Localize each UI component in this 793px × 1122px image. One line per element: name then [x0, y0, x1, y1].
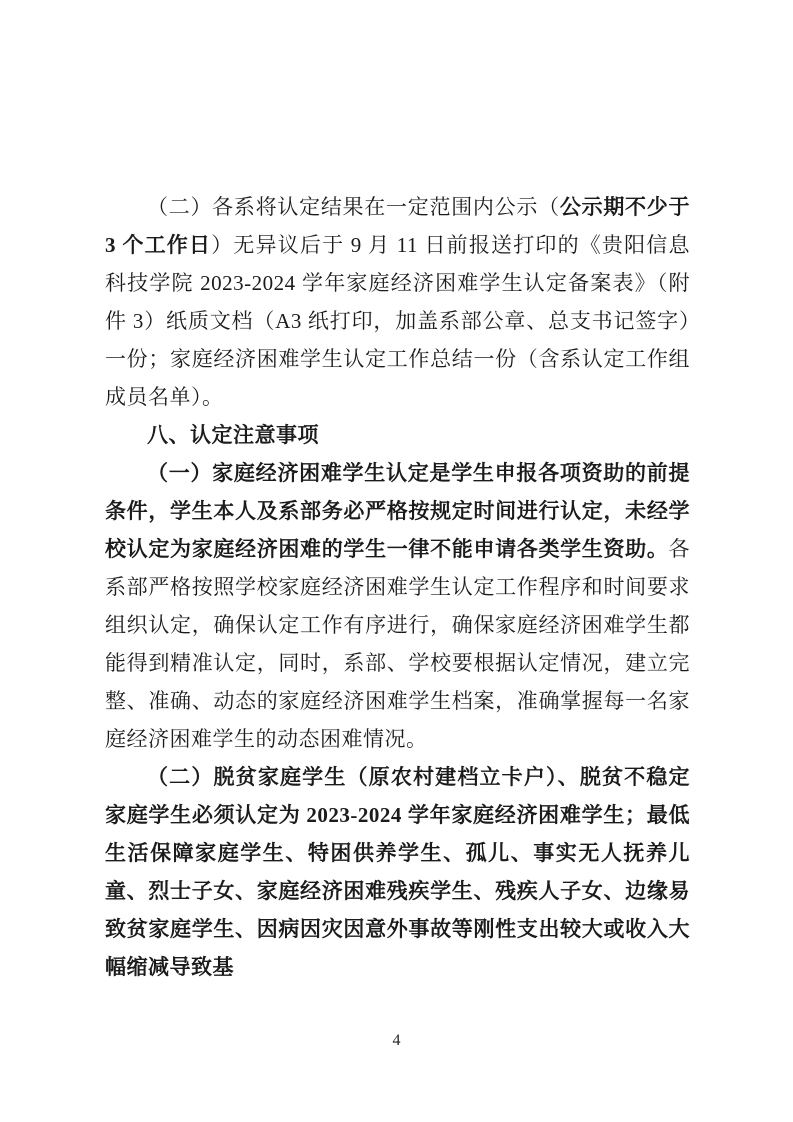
paragraph-note-1-bold-lead: （一）家庭经济困难学生认定是学生申报各项资助的前提条件，学生本人及系部务必严格按规定时间进行认定，未经学校认定为家庭经济困难的学生一律不能申请各类学生资助。: [105, 461, 690, 561]
document-body: [105, 188, 690, 986]
paragraph-note-2-bold-text: （二）脱贫家庭学生（原农村建档立卡户）、脱贫不稳定家庭学生必须认定为 2023-2024 学年家庭经济困难学生；最低生活保障家庭学生、特困供养学生、孤儿、事实无人抚养儿童、烈士子女、家庭经济困难残疾学生、残疾人子女、边缘易致贫家庭学生、因病因灾因意外事故等刚性支出较大或收入大幅缩减导致基: [105, 765, 690, 979]
paragraph-publicity-rest: ）无异议后于 9 月 11 日前报送打印的《贵阳信息科技学院 2023-2024 学年家庭经济困难学生认定备案表》（附件 3）纸质文档（A3 纸打印，加盖系部公章、总支书记签字）一份；家庭经济困难学生认定工作总结一份（含系认定工作组成员名单）。: [105, 233, 690, 409]
paragraph-publicity-lead: （二）各系将认定结果在一定范围内公示（: [147, 195, 560, 219]
paragraph-publicity-bold-period: 公示期不少于 3 个工作日: [105, 195, 691, 257]
paragraph-note-1: [105, 454, 690, 758]
section-heading-notes: 八、认定注意事项: [147, 423, 319, 447]
paragraph-note-2: [105, 758, 690, 986]
paragraph-note-1-rest: 各系部严格按照学校家庭经济困难学生认定工作程序和时间要求组织认定，确保认定工作有序进行，确保家庭经济困难学生都能得到精准认定，同时，系部、学校要根据认定情况，建立完整、准确、动态的家庭经济困难学生档案，准确掌握每一名家庭经济困难学生的动态困难情况。: [105, 537, 690, 751]
page-number: 4: [392, 1032, 401, 1049]
paragraph-publicity: [105, 188, 690, 416]
